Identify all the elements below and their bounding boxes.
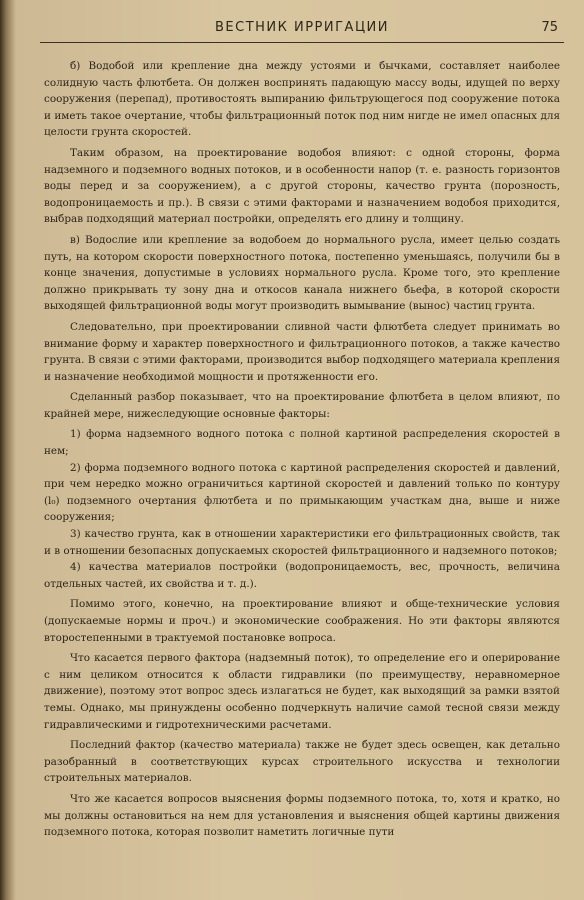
paragraph-last-factor: Последний фактор (качество материала) также не будет здесь освещен, как детально разобранный в соответствующих курсах строительного искусства и технологии строительных материалов. xyxy=(44,739,560,785)
article-body xyxy=(44,58,560,841)
paragraph-vodoboy: б) Водобой или крепление дна между устоями и бычками, составляет наиболее солидную часть флютбета. Он должен воспринять падающую массу воды, идущей по верху сооружения (перепад), противостоять выпиранию фильтрующегося под сооружение потока и иметь такое очертание, чтобы фильтрационный поток под ним нигде не имел опасных для целости грунта скоростей. xyxy=(44,60,560,139)
paragraph-analysis: Сделанный разбор показывает, что на проектирование флютбета в целом влияют, по крайней мере, нижеследующие основные факторы: xyxy=(44,391,560,420)
list-item-factor-4: 4) качества материалов постройки (водопроницаемость, вес, прочность, величина отдельных частей, их свойства и т. д.). xyxy=(44,561,560,590)
list-item-factor-2: 2) форма подземного водного потока с картиной распределения скоростей и давлений, при чем нередко можно ограничиться картиной скоростей и давлений только по контуру (l₀) подземного очертания флютбета и по примыкающим участкам дна, выше и ниже сооружения; xyxy=(44,461,560,524)
page-number: 75 xyxy=(541,20,558,35)
paragraph-factors-vodoboy: Таким образом, на проектирование водобоя влияют: с одной стороны, форма надземного и подземного водных потоков, и в особенности напор (т. е. разность горизонтов воды перед и за сооружением), а с другой стороны, качество грунта (порозность, водопроницаемость и пр.). В связи с этими факторами и назначением водобоя приходится, выбрав подходящий материал постройки, определять его длину и толщину. xyxy=(44,146,560,226)
paragraph-besides: Помимо этого, конечно, на проектирование влияют и обще-технические условия (допускаемые нормы и проч.) и экономические соображения. Но эти факторы являются второстепенными в трактуемой постановке вопроса. xyxy=(44,598,560,644)
journal-title: ВЕСТНИК ИРРИГАЦИИ xyxy=(214,20,389,35)
list-item-factor-1: 1) форма надземного водного потока с полной картиной распределения скоростей в нем; xyxy=(44,428,560,458)
list-item-factor-3: 3) качество грунта, как в отношении характеристики его фильтрационных свойств, так и в отношении безопасных допускаемых скоростей фильтрационного и надземного потоков; xyxy=(44,528,560,557)
paragraph-vodoslie: в) Водослие или крепление за водобоем до нормального русла, имеет целью создать путь, на котором скорости поверхностного потока, постепенно уменьшаясь, получили бы в конце значения, допустимые в условиях нормального русла. Кроме того, это крепление должно прикрывать ту зону дна и откосов канала нижнего бьефа, в которой скорости выходящей фильтрационной воды могут производить вымывание (вынос) частиц грунта. xyxy=(44,233,560,313)
running-header xyxy=(40,18,564,43)
paragraph-first-factor: Что касается первого фактора (надземный поток), то определение его и оперирование с ним целиком относится к области гидравлики (по преимуществу, неравномерное движение), поэтому этот вопрос здесь излагаться не будет, как выходящий за рамки взятой темы. Однако, мы принуждены особенно подчеркнуть наличие самой тесной связи между гидравлическими и гидротехническими расчетами. xyxy=(44,652,560,731)
paragraph-underground-flow: Что же касается вопросов выяснения формы подземного потока, то, хотя и кратко, но мы должны остановиться на нем для установления и выяснения общей картины движения подземного потока, которая позволит наметить логичные пути xyxy=(44,792,560,839)
paragraph-consequently: Следовательно, при проектировании сливной части флютбета следует принимать во внимание форму и характер поверхностного и фильтрационного потоков, а также качество грунта. В связи с этими факторами, производится выбор подходящего материала крепления и назначение необходимой мощности и протяженности его. xyxy=(44,320,560,383)
